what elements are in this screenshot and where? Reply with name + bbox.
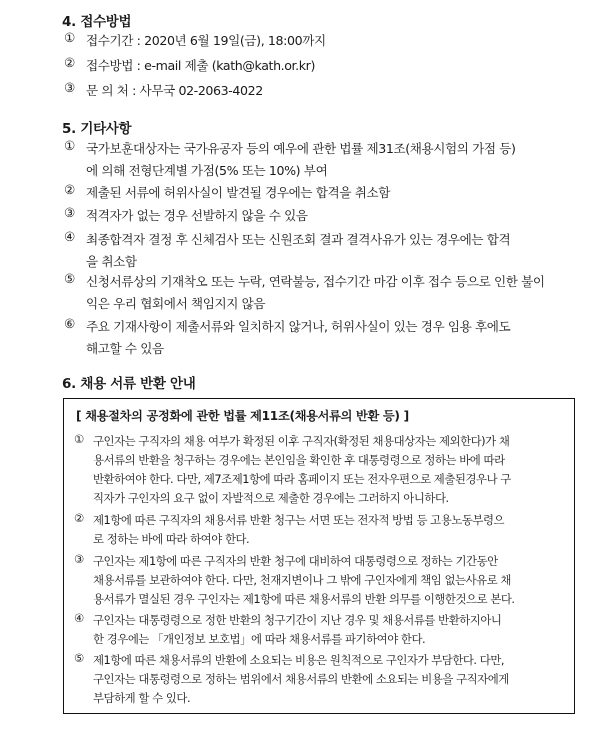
item-line: 제1항에 따른 구직자의 채용서류 반환 청구는 서면 또는 전자적 방법 등 고용노동부령으 <box>93 513 505 527</box>
item-line: 에 의해 전형단계별 가점(5% 또는 10%) 부여 <box>86 163 328 178</box>
item-line: 익은 우리 협회에서 책임지지 않음 <box>86 296 266 311</box>
item-line: 을 취소함 <box>86 254 137 269</box>
section-5-item <box>64 138 570 182</box>
item-line: 용서류의 반환을 청구하는 경우에는 본인임을 확인한 후 대통령령으로 정하는 바에 따라 <box>93 453 505 467</box>
item-number: ② <box>64 182 76 197</box>
law-notice-item <box>74 611 564 649</box>
item-line: 적격자가 없는 경우 선발하지 않을 수 있음 <box>86 208 308 223</box>
item-text <box>86 182 570 204</box>
item-text <box>86 229 570 273</box>
item-line: 용서류가 멸실된 경우 구인자는 제1항에 따른 채용서류의 반환 의무를 이행한것으로 본다. <box>93 592 515 606</box>
item-text <box>93 552 564 609</box>
item-text: 접수방법 : e-mail 제출 (kath@kath.or.kr) <box>86 58 315 73</box>
item-number: ④ <box>64 229 76 244</box>
section-5-item <box>64 316 570 360</box>
item-text <box>86 138 570 182</box>
item-line: 구인자는 대통령령으로 정하는 범위에서 채용서류의 반환에 소요되는 비용을 구직자에게 <box>93 672 509 686</box>
item-number: ① <box>74 432 85 446</box>
section-4-item <box>64 80 570 102</box>
item-line: 한 경우에는 「개인정보 보호법」에 따라 채용서류를 파기하여야 한다. <box>93 632 426 646</box>
section-5-item <box>64 271 570 315</box>
item-number: ② <box>74 511 85 525</box>
item-line: 제출된 서류에 허위사실이 발견될 경우에는 합격을 취소함 <box>86 185 390 200</box>
law-notice-item <box>74 552 564 609</box>
item-line: 직자가 구인자의 요구 없이 자발적으로 제출한 경우에는 그러하지 아니하다. <box>93 491 449 505</box>
law-notice-item <box>74 651 564 708</box>
section-6-heading: 6. 채용 서류 반환 안내 <box>62 376 196 392</box>
item-number: ③ <box>64 205 76 220</box>
item-text: 문 의 처 : 사무국 02-2063-4022 <box>86 83 263 98</box>
section-5-item <box>64 182 570 204</box>
section-5-item <box>64 229 570 273</box>
law-notice-item <box>74 511 564 549</box>
item-number: ⑤ <box>64 271 76 286</box>
law-notice-box <box>63 398 575 714</box>
item-number: ⑥ <box>64 316 76 331</box>
item-line: 반환하여야 한다. 다만, 제7조제1항에 따라 홈페이지 또는 전자우편으로 제출된경우나 구 <box>93 472 511 486</box>
item-number: ⑤ <box>74 651 85 665</box>
section-4-item <box>64 55 570 77</box>
section-5-item <box>64 205 570 227</box>
item-line: 해고할 수 있음 <box>86 341 164 356</box>
section-4-heading: 4. 접수방법 <box>62 14 132 30</box>
item-number: ③ <box>74 552 85 566</box>
item-line: 구인자는 구직자의 채용 여부가 확정된 이후 구직자(확정된 채용대상자는 제외한다)가 채 <box>93 434 510 448</box>
item-line: 국가보훈대상자는 국가유공자 등의 예우에 관한 법률 제31조(채용시험의 가점 등) <box>86 141 516 156</box>
section-4-item <box>64 30 570 52</box>
item-number: ④ <box>74 611 85 625</box>
item-line: 구인자는 대통령령으로 정한 반환의 청구기간이 지난 경우 및 채용서류를 반환하지아니 <box>93 613 502 627</box>
item-line: 구인자는 제1항에 따른 구직자의 반환 청구에 대비하여 대통령령으로 정하는 기간동안 <box>93 554 498 568</box>
item-text <box>86 316 570 360</box>
item-number: ① <box>64 30 76 45</box>
item-line: 주요 기재사항이 제출서류와 일치하지 않거나, 허위사실이 있는 경우 임용 후에도 <box>86 319 511 334</box>
law-notice-title: [ 채용절차의 공정화에 관한 법률 제11조(채용서류의 반환 등) ] <box>76 409 409 423</box>
item-text <box>93 511 564 549</box>
item-line: 채용서류를 보관하여야 한다. 다만, 천재지변이나 그 밖에 구인자에게 책임 없는사유로 채 <box>93 573 511 587</box>
item-text <box>86 205 570 227</box>
item-number: ③ <box>64 80 76 95</box>
law-notice-item <box>74 432 564 508</box>
item-text <box>86 271 570 315</box>
item-text: 접수기간 : 2020년 6월 19일(금), 18:00까지 <box>86 33 326 48</box>
item-line: 최종합격자 결정 후 신체검사 또는 신원조회 결과 결격사유가 있는 경우에는 합격 <box>86 232 511 247</box>
item-line: 부담하게 할 수 있다. <box>93 691 191 705</box>
section-5-heading: 5. 기타사항 <box>62 121 132 137</box>
item-line: 로 정하는 바에 따라 하여야 한다. <box>93 532 250 546</box>
item-number: ② <box>64 55 76 70</box>
item-text <box>93 432 564 508</box>
item-line: 제1항에 따른 채용서류의 반환에 소요되는 비용은 원칙적으로 구인자가 부담한다. 다만, <box>93 653 505 667</box>
item-text <box>93 651 564 708</box>
item-line: 신청서류상의 기재착오 또는 누락, 연락불능, 접수기간 마감 이후 접수 등으로 인한 불이 <box>86 274 545 289</box>
item-number: ① <box>64 138 76 153</box>
item-text <box>93 611 564 649</box>
